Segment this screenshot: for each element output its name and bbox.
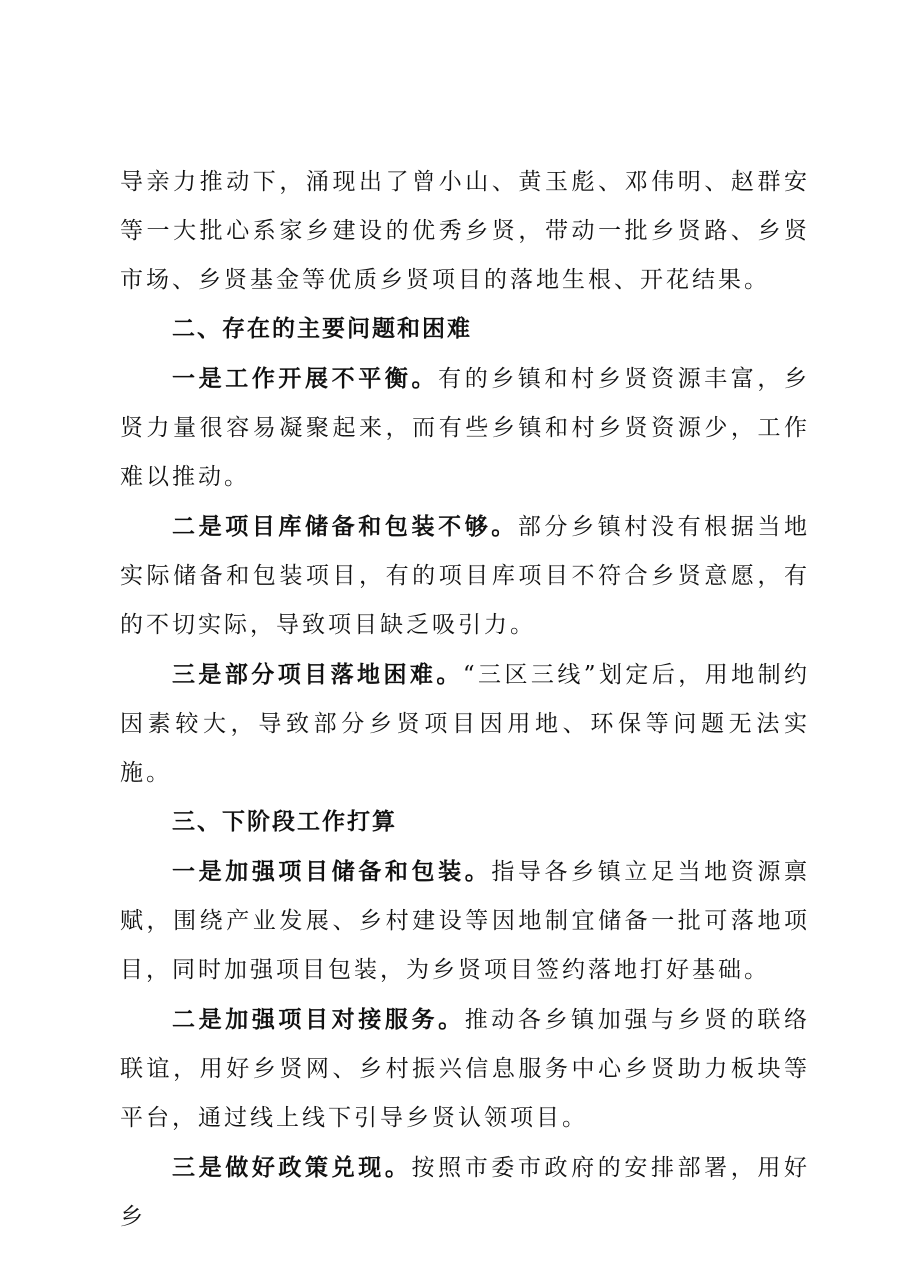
problem-paragraph-3 bbox=[120, 650, 810, 798]
section-heading-problems: 二、存在的主要问题和困难 bbox=[172, 316, 472, 342]
section-heading-next-plan: 三、下阶段工作打算 bbox=[172, 809, 397, 835]
plan-1-lead: 一是加强项目储备和包装。 bbox=[172, 858, 492, 885]
plan-2-lead: 二是加强项目对接服务。 bbox=[172, 1006, 465, 1033]
problem-1-text: 有的乡镇和村乡贤资源丰富，乡贤力量很容易凝聚起来，而有些乡镇和村乡贤资源少，工作难以推动。 bbox=[120, 366, 811, 490]
problem-2-text: 部分乡镇村没有根据当地实际储备和包装项目，有的项目库项目不符合乡贤意愿，有的不切实际，导致项目缺乏吸引力。 bbox=[120, 514, 811, 638]
problem-1-lead: 一是工作开展不平衡。 bbox=[172, 365, 439, 392]
intro-paragraph: 导亲力推动下，涌现出了曾小山、黄玉彪、邓伟明、赵群安等一大批心系家乡建设的优秀乡贤，带动一批乡贤路、乡贤市场、乡贤基金等优质乡贤项目的落地生根、开花结果。 bbox=[120, 169, 810, 293]
problem-paragraph-1 bbox=[120, 354, 810, 502]
plan-3-lead: 三是做好政策兑现。 bbox=[172, 1154, 412, 1181]
plan-1-text: 指导各乡镇立足当地资源禀赋，围绕产业发展、乡村建设等因地制宜储备一批可落地项目，同时加强项目包装，为乡贤项目签约落地打好基础。 bbox=[120, 859, 811, 983]
problem-3-lead: 三是部分项目落地困难。 bbox=[172, 661, 463, 688]
document-body bbox=[120, 158, 810, 1242]
plan-paragraph-1 bbox=[120, 847, 810, 995]
problem-3-text: “三区三线”划定后，用地制约因素较大，导致部分乡贤项目因用地、环保等问题无法实施。 bbox=[120, 662, 810, 786]
problem-paragraph-2 bbox=[120, 502, 810, 650]
plan-paragraph-2 bbox=[120, 995, 810, 1143]
problem-2-lead: 二是项目库储备和包装不够。 bbox=[172, 513, 518, 540]
plan-3-text: 按照市委市政府的安排部署，用好乡 bbox=[120, 1155, 811, 1230]
plan-2-text: 推动各乡镇加强与乡贤的联络联谊，用好乡贤网、乡村振兴信息服务中心乡贤助力板块等平台，通过线上线下引导乡贤认领项目。 bbox=[120, 1007, 811, 1131]
plan-paragraph-3 bbox=[120, 1143, 810, 1242]
